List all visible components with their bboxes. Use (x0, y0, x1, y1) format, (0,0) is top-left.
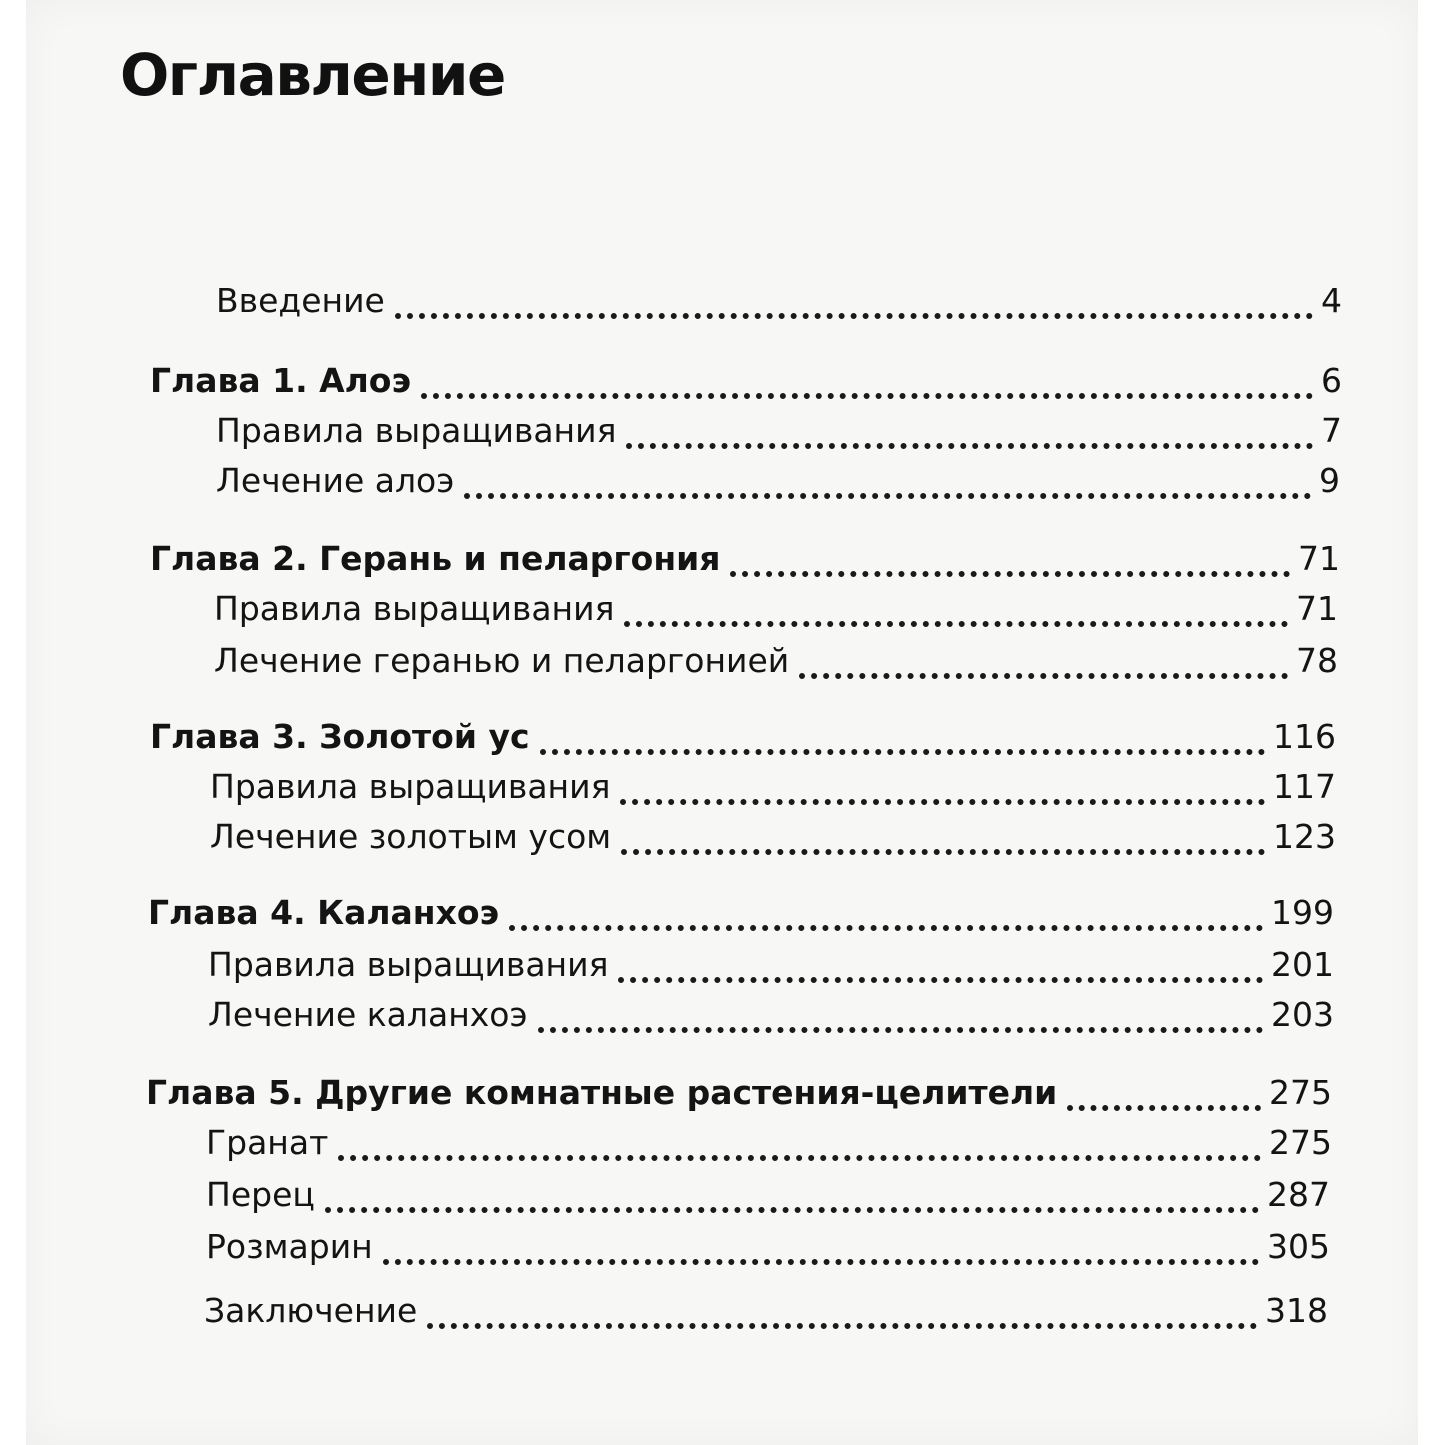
toc-entry-section (216, 411, 1342, 463)
toc-entry-label: Глава 2. Герань и пеларгония (150, 539, 721, 578)
toc-entry-page: 117 (1273, 767, 1336, 806)
toc-entry-chapter-5 (146, 1073, 1332, 1125)
toc-entry-page: 275 (1269, 1123, 1332, 1162)
toc-entry-section (214, 641, 1338, 693)
toc-entry-page: 305 (1267, 1227, 1330, 1266)
toc-entry-page: 199 (1271, 893, 1334, 932)
toc-entry-chapter-3 (150, 717, 1336, 769)
toc-entry-label: Глава 4. Каланхоэ (148, 893, 500, 932)
toc-entry-label: Глава 1. Алоэ (150, 361, 412, 400)
toc-entry-page: 116 (1273, 717, 1336, 756)
toc-entry-introduction (216, 281, 1342, 333)
dot-leader (618, 969, 1263, 983)
dot-leader (626, 435, 1313, 449)
dot-leader (464, 485, 1311, 499)
toc-entry-label: Заключение (204, 1291, 418, 1330)
toc-entry-label: Перец (206, 1175, 315, 1214)
dot-leader (624, 613, 1288, 627)
toc-entry-label: Лечение геранью и пеларгонией (214, 641, 790, 680)
toc-entry-page: 287 (1267, 1175, 1330, 1214)
dot-leader (621, 841, 1265, 855)
toc-entry-label: Лечение каланхоэ (208, 995, 528, 1034)
toc-entry-chapter-2 (150, 539, 1340, 591)
dot-leader (338, 1147, 1261, 1161)
toc-entry-page: 275 (1269, 1073, 1332, 1112)
toc-entry-section (214, 589, 1338, 641)
toc-entry-label: Правила выращивания (210, 767, 611, 806)
toc-entry-label: Глава 3. Золотой ус (150, 717, 530, 756)
toc-entry-section (216, 461, 1340, 513)
toc-entry-section (208, 945, 1334, 997)
dot-leader (620, 791, 1265, 805)
dot-leader (538, 1019, 1263, 1033)
toc-entry-conclusion (204, 1291, 1328, 1343)
dot-leader (395, 305, 1313, 319)
toc-entry-chapter-4 (148, 893, 1334, 945)
toc-entry-label: Введение (216, 281, 385, 320)
toc-entry-label: Правила выращивания (216, 411, 617, 450)
toc-entry-section (210, 767, 1336, 819)
page-title: Оглавление (120, 41, 505, 109)
toc-entry-page: 4 (1321, 281, 1342, 320)
toc-entry-section (210, 817, 1336, 869)
toc-entry-page: 71 (1298, 539, 1340, 578)
dot-leader (799, 665, 1288, 679)
dot-leader (421, 385, 1313, 399)
toc-entry-page: 9 (1319, 461, 1340, 500)
toc-entry-label: Глава 5. Другие комнатные растения-целители (146, 1073, 1058, 1112)
toc-entry-page: 203 (1271, 995, 1334, 1034)
toc-entry-label: Розмарин (206, 1227, 373, 1266)
dot-leader (1067, 1097, 1261, 1111)
toc-entry-label: Лечение золотым усом (210, 817, 612, 856)
toc-entry-page: 78 (1296, 641, 1338, 680)
dot-leader (427, 1315, 1257, 1329)
toc-entry-page: 7 (1321, 411, 1342, 450)
toc-entry-section (206, 1227, 1330, 1279)
toc-entry-page: 6 (1321, 361, 1342, 400)
toc-entry-label: Лечение алоэ (216, 461, 455, 500)
toc-entry-section (206, 1123, 1332, 1175)
dot-leader (383, 1251, 1259, 1265)
dot-leader (325, 1199, 1259, 1213)
toc-entry-page: 201 (1271, 945, 1334, 984)
toc-entry-page: 71 (1296, 589, 1338, 628)
toc-entry-label: Правила выращивания (208, 945, 609, 984)
toc-entry-page: 318 (1265, 1291, 1328, 1330)
dot-leader (730, 563, 1290, 577)
toc-entry-section (206, 1175, 1330, 1227)
toc-entry-label: Правила выращивания (214, 589, 615, 628)
dot-leader (509, 917, 1263, 931)
dot-leader (540, 741, 1265, 755)
toc-entry-chapter-1 (150, 361, 1342, 413)
toc-entry-section (208, 995, 1334, 1047)
toc-entry-page: 123 (1273, 817, 1336, 856)
toc-entry-label: Гранат (206, 1123, 329, 1162)
